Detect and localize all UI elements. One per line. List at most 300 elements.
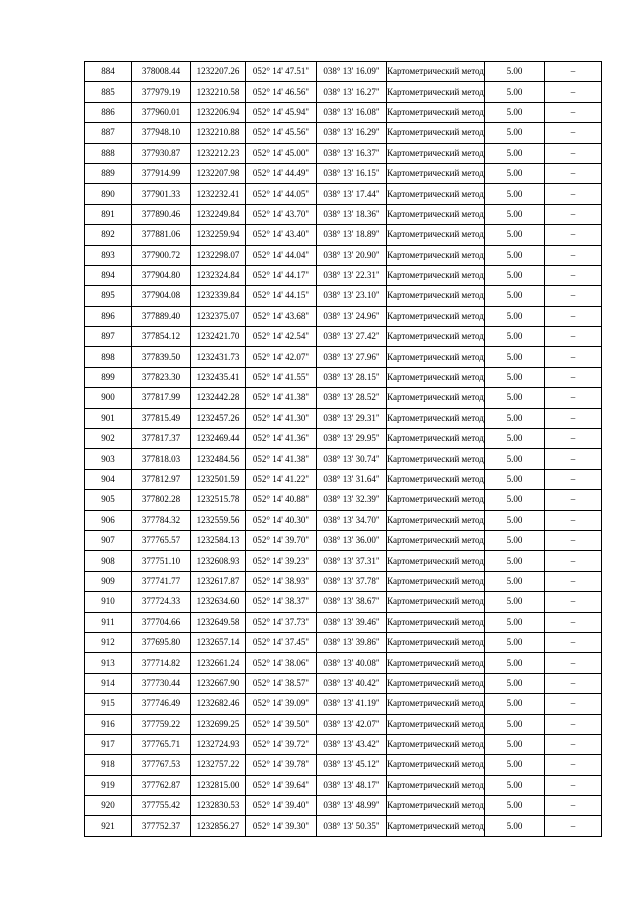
note-cell: – xyxy=(545,755,602,775)
point-number-cell: 894 xyxy=(85,265,132,285)
note-cell: – xyxy=(545,530,602,550)
x-coordinate-cell: 377759.22 xyxy=(132,714,191,734)
note-cell: – xyxy=(545,551,602,571)
latitude-cell: 052° 14' 40.30" xyxy=(246,510,317,530)
longitude-cell: 038° 13' 17.44" xyxy=(317,184,387,204)
accuracy-cell: 5.00 xyxy=(485,530,545,550)
latitude-cell: 052° 14' 46.56" xyxy=(246,82,317,102)
x-coordinate-cell: 377839.50 xyxy=(132,347,191,367)
accuracy-cell: 5.00 xyxy=(485,367,545,387)
table-row xyxy=(85,286,602,306)
y-coordinate-cell: 1232634.60 xyxy=(191,592,246,612)
latitude-cell: 052° 14' 45.00" xyxy=(246,143,317,163)
note-cell: – xyxy=(545,490,602,510)
latitude-cell: 052° 14' 39.09" xyxy=(246,694,317,714)
accuracy-cell: 5.00 xyxy=(485,775,545,795)
table-row xyxy=(85,612,602,632)
accuracy-cell: 5.00 xyxy=(485,571,545,591)
point-number-cell: 891 xyxy=(85,204,132,224)
table-row xyxy=(85,734,602,754)
x-coordinate-cell: 377802.28 xyxy=(132,490,191,510)
point-number-cell: 900 xyxy=(85,388,132,408)
latitude-cell: 052° 14' 39.78" xyxy=(246,755,317,775)
accuracy-cell: 5.00 xyxy=(485,388,545,408)
latitude-cell: 052° 14' 39.72" xyxy=(246,734,317,754)
longitude-cell: 038° 13' 22.31" xyxy=(317,265,387,285)
y-coordinate-cell: 1232584.13 xyxy=(191,530,246,550)
x-coordinate-cell: 377817.37 xyxy=(132,429,191,449)
method-cell: Картометрический метод xyxy=(387,143,485,163)
note-cell: – xyxy=(545,306,602,326)
x-coordinate-cell: 377815.49 xyxy=(132,408,191,428)
note-cell: – xyxy=(545,408,602,428)
longitude-cell: 038° 13' 18.89" xyxy=(317,225,387,245)
note-cell: – xyxy=(545,82,602,102)
longitude-cell: 038° 13' 16.27" xyxy=(317,82,387,102)
accuracy-cell: 5.00 xyxy=(485,816,545,836)
x-coordinate-cell: 377784.32 xyxy=(132,510,191,530)
y-coordinate-cell: 1232207.98 xyxy=(191,163,246,183)
accuracy-cell: 5.00 xyxy=(485,82,545,102)
point-number-cell: 901 xyxy=(85,408,132,428)
x-coordinate-cell: 377695.80 xyxy=(132,632,191,652)
x-coordinate-cell: 377948.10 xyxy=(132,123,191,143)
latitude-cell: 052° 14' 43.70" xyxy=(246,204,317,224)
y-coordinate-cell: 1232724.93 xyxy=(191,734,246,754)
y-coordinate-cell: 1232442.28 xyxy=(191,388,246,408)
accuracy-cell: 5.00 xyxy=(485,592,545,612)
point-number-cell: 897 xyxy=(85,327,132,347)
point-number-cell: 886 xyxy=(85,102,132,122)
latitude-cell: 052° 14' 39.64" xyxy=(246,775,317,795)
latitude-cell: 052° 14' 44.15" xyxy=(246,286,317,306)
method-cell: Картометрический метод xyxy=(387,367,485,387)
y-coordinate-cell: 1232830.53 xyxy=(191,796,246,816)
accuracy-cell: 5.00 xyxy=(485,714,545,734)
point-number-cell: 918 xyxy=(85,755,132,775)
method-cell: Картометрический метод xyxy=(387,796,485,816)
point-number-cell: 919 xyxy=(85,775,132,795)
table-row xyxy=(85,367,602,387)
x-coordinate-cell: 377730.44 xyxy=(132,673,191,693)
latitude-cell: 052° 14' 39.30" xyxy=(246,816,317,836)
point-number-cell: 917 xyxy=(85,734,132,754)
note-cell: – xyxy=(545,225,602,245)
point-number-cell: 884 xyxy=(85,62,132,82)
method-cell: Картометрический метод xyxy=(387,265,485,285)
latitude-cell: 052° 14' 47.51" xyxy=(246,62,317,82)
latitude-cell: 052° 14' 38.06" xyxy=(246,653,317,673)
table-row xyxy=(85,327,602,347)
latitude-cell: 052° 14' 41.38" xyxy=(246,449,317,469)
longitude-cell: 038° 13' 23.10" xyxy=(317,286,387,306)
note-cell: – xyxy=(545,102,602,122)
x-coordinate-cell: 377823.30 xyxy=(132,367,191,387)
table-row xyxy=(85,755,602,775)
point-number-cell: 908 xyxy=(85,551,132,571)
accuracy-cell: 5.00 xyxy=(485,286,545,306)
point-number-cell: 899 xyxy=(85,367,132,387)
y-coordinate-cell: 1232232.41 xyxy=(191,184,246,204)
table-row xyxy=(85,184,602,204)
table-row xyxy=(85,694,602,714)
longitude-cell: 038° 13' 43.42" xyxy=(317,734,387,754)
x-coordinate-cell: 377704.66 xyxy=(132,612,191,632)
method-cell: Картометрический метод xyxy=(387,734,485,754)
longitude-cell: 038° 13' 27.96" xyxy=(317,347,387,367)
note-cell: – xyxy=(545,62,602,82)
y-coordinate-cell: 1232667.90 xyxy=(191,673,246,693)
point-number-cell: 914 xyxy=(85,673,132,693)
point-number-cell: 888 xyxy=(85,143,132,163)
point-number-cell: 916 xyxy=(85,714,132,734)
table-row xyxy=(85,469,602,489)
accuracy-cell: 5.00 xyxy=(485,469,545,489)
accuracy-cell: 5.00 xyxy=(485,143,545,163)
table-row xyxy=(85,388,602,408)
method-cell: Картометрический метод xyxy=(387,612,485,632)
longitude-cell: 038° 13' 16.37" xyxy=(317,143,387,163)
y-coordinate-cell: 1232661.24 xyxy=(191,653,246,673)
longitude-cell: 038° 13' 42.07" xyxy=(317,714,387,734)
method-cell: Картометрический метод xyxy=(387,632,485,652)
method-cell: Картометрический метод xyxy=(387,429,485,449)
method-cell: Картометрический метод xyxy=(387,469,485,489)
latitude-cell: 052° 14' 37.45" xyxy=(246,632,317,652)
longitude-cell: 038° 13' 24.96" xyxy=(317,306,387,326)
accuracy-cell: 5.00 xyxy=(485,490,545,510)
note-cell: – xyxy=(545,204,602,224)
latitude-cell: 052° 14' 41.38" xyxy=(246,388,317,408)
method-cell: Картометрический метод xyxy=(387,653,485,673)
y-coordinate-cell: 1232699.25 xyxy=(191,714,246,734)
y-coordinate-cell: 1232649.58 xyxy=(191,612,246,632)
y-coordinate-cell: 1232682.46 xyxy=(191,694,246,714)
x-coordinate-cell: 377881.06 xyxy=(132,225,191,245)
point-number-cell: 906 xyxy=(85,510,132,530)
accuracy-cell: 5.00 xyxy=(485,225,545,245)
y-coordinate-cell: 1232608.93 xyxy=(191,551,246,571)
y-coordinate-cell: 1232206.94 xyxy=(191,102,246,122)
note-cell: – xyxy=(545,714,602,734)
table-row xyxy=(85,530,602,550)
y-coordinate-cell: 1232657.14 xyxy=(191,632,246,652)
longitude-cell: 038° 13' 50.35" xyxy=(317,816,387,836)
y-coordinate-cell: 1232212.23 xyxy=(191,143,246,163)
note-cell: – xyxy=(545,449,602,469)
longitude-cell: 038° 13' 18.36" xyxy=(317,204,387,224)
accuracy-cell: 5.00 xyxy=(485,551,545,571)
longitude-cell: 038° 13' 36.00" xyxy=(317,530,387,550)
latitude-cell: 052° 14' 39.23" xyxy=(246,551,317,571)
point-number-cell: 885 xyxy=(85,82,132,102)
x-coordinate-cell: 377812.97 xyxy=(132,469,191,489)
y-coordinate-cell: 1232249.84 xyxy=(191,204,246,224)
x-coordinate-cell: 377752.37 xyxy=(132,816,191,836)
note-cell: – xyxy=(545,673,602,693)
accuracy-cell: 5.00 xyxy=(485,449,545,469)
point-number-cell: 912 xyxy=(85,632,132,652)
note-cell: – xyxy=(545,245,602,265)
note-cell: – xyxy=(545,286,602,306)
point-number-cell: 905 xyxy=(85,490,132,510)
accuracy-cell: 5.00 xyxy=(485,612,545,632)
y-coordinate-cell: 1232815.00 xyxy=(191,775,246,795)
table-row xyxy=(85,775,602,795)
y-coordinate-cell: 1232259.94 xyxy=(191,225,246,245)
accuracy-cell: 5.00 xyxy=(485,327,545,347)
x-coordinate-cell: 377724.33 xyxy=(132,592,191,612)
note-cell: – xyxy=(545,429,602,449)
method-cell: Картометрический метод xyxy=(387,327,485,347)
longitude-cell: 038° 13' 28.52" xyxy=(317,388,387,408)
x-coordinate-cell: 377746.49 xyxy=(132,694,191,714)
longitude-cell: 038° 13' 30.74" xyxy=(317,449,387,469)
point-number-cell: 898 xyxy=(85,347,132,367)
method-cell: Картометрический метод xyxy=(387,102,485,122)
table-row xyxy=(85,62,602,82)
accuracy-cell: 5.00 xyxy=(485,694,545,714)
table-row xyxy=(85,796,602,816)
longitude-cell: 038° 13' 41.19" xyxy=(317,694,387,714)
note-cell: – xyxy=(545,510,602,530)
method-cell: Картометрический метод xyxy=(387,163,485,183)
accuracy-cell: 5.00 xyxy=(485,510,545,530)
method-cell: Картометрический метод xyxy=(387,82,485,102)
point-number-cell: 890 xyxy=(85,184,132,204)
note-cell: – xyxy=(545,123,602,143)
y-coordinate-cell: 1232207.26 xyxy=(191,62,246,82)
table-row xyxy=(85,592,602,612)
method-cell: Картометрический метод xyxy=(387,530,485,550)
latitude-cell: 052° 14' 41.22" xyxy=(246,469,317,489)
accuracy-cell: 5.00 xyxy=(485,265,545,285)
x-coordinate-cell: 377741.77 xyxy=(132,571,191,591)
accuracy-cell: 5.00 xyxy=(485,632,545,652)
table-row xyxy=(85,408,602,428)
method-cell: Картометрический метод xyxy=(387,694,485,714)
x-coordinate-cell: 377765.57 xyxy=(132,530,191,550)
latitude-cell: 052° 14' 44.05" xyxy=(246,184,317,204)
accuracy-cell: 5.00 xyxy=(485,734,545,754)
x-coordinate-cell: 377904.80 xyxy=(132,265,191,285)
latitude-cell: 052° 14' 38.57" xyxy=(246,673,317,693)
latitude-cell: 052° 14' 41.36" xyxy=(246,429,317,449)
x-coordinate-cell: 377914.99 xyxy=(132,163,191,183)
point-number-cell: 887 xyxy=(85,123,132,143)
table-row xyxy=(85,429,602,449)
y-coordinate-cell: 1232431.73 xyxy=(191,347,246,367)
latitude-cell: 052° 14' 42.54" xyxy=(246,327,317,347)
method-cell: Картометрический метод xyxy=(387,449,485,469)
latitude-cell: 052° 14' 37.73" xyxy=(246,612,317,632)
x-coordinate-cell: 377889.40 xyxy=(132,306,191,326)
longitude-cell: 038° 13' 40.08" xyxy=(317,653,387,673)
longitude-cell: 038° 13' 39.46" xyxy=(317,612,387,632)
note-cell: – xyxy=(545,796,602,816)
y-coordinate-cell: 1232435.41 xyxy=(191,367,246,387)
longitude-cell: 038° 13' 29.31" xyxy=(317,408,387,428)
longitude-cell: 038° 13' 29.95" xyxy=(317,429,387,449)
y-coordinate-cell: 1232375.07 xyxy=(191,306,246,326)
x-coordinate-cell: 377854.12 xyxy=(132,327,191,347)
longitude-cell: 038° 13' 39.86" xyxy=(317,632,387,652)
accuracy-cell: 5.00 xyxy=(485,653,545,673)
y-coordinate-cell: 1232339.84 xyxy=(191,286,246,306)
method-cell: Картометрический метод xyxy=(387,245,485,265)
longitude-cell: 038° 13' 32.39" xyxy=(317,490,387,510)
point-number-cell: 907 xyxy=(85,530,132,550)
y-coordinate-cell: 1232501.59 xyxy=(191,469,246,489)
longitude-cell: 038° 13' 31.64" xyxy=(317,469,387,489)
x-coordinate-cell: 377960.01 xyxy=(132,102,191,122)
table-row xyxy=(85,245,602,265)
note-cell: – xyxy=(545,367,602,387)
y-coordinate-cell: 1232856.27 xyxy=(191,816,246,836)
accuracy-cell: 5.00 xyxy=(485,102,545,122)
latitude-cell: 052° 14' 45.56" xyxy=(246,123,317,143)
coordinates-table xyxy=(84,61,602,837)
longitude-cell: 038° 13' 37.78" xyxy=(317,571,387,591)
method-cell: Картометрический метод xyxy=(387,388,485,408)
latitude-cell: 052° 14' 39.70" xyxy=(246,530,317,550)
longitude-cell: 038° 13' 16.08" xyxy=(317,102,387,122)
accuracy-cell: 5.00 xyxy=(485,123,545,143)
point-number-cell: 892 xyxy=(85,225,132,245)
table-row xyxy=(85,123,602,143)
latitude-cell: 052° 14' 44.17" xyxy=(246,265,317,285)
y-coordinate-cell: 1232617.87 xyxy=(191,571,246,591)
table-row xyxy=(85,653,602,673)
method-cell: Картометрический метод xyxy=(387,286,485,306)
note-cell: – xyxy=(545,347,602,367)
note-cell: – xyxy=(545,388,602,408)
accuracy-cell: 5.00 xyxy=(485,408,545,428)
table-row xyxy=(85,571,602,591)
point-number-cell: 911 xyxy=(85,612,132,632)
x-coordinate-cell: 377930.87 xyxy=(132,143,191,163)
y-coordinate-cell: 1232210.88 xyxy=(191,123,246,143)
method-cell: Картометрический метод xyxy=(387,408,485,428)
x-coordinate-cell: 377765.71 xyxy=(132,734,191,754)
longitude-cell: 038° 13' 16.09" xyxy=(317,62,387,82)
note-cell: – xyxy=(545,816,602,836)
method-cell: Картометрический метод xyxy=(387,673,485,693)
method-cell: Картометрический метод xyxy=(387,510,485,530)
point-number-cell: 910 xyxy=(85,592,132,612)
x-coordinate-cell: 377900.72 xyxy=(132,245,191,265)
point-number-cell: 913 xyxy=(85,653,132,673)
table-row xyxy=(85,225,602,245)
y-coordinate-cell: 1232757.22 xyxy=(191,755,246,775)
x-coordinate-cell: 377762.87 xyxy=(132,775,191,795)
table-row xyxy=(85,265,602,285)
point-number-cell: 904 xyxy=(85,469,132,489)
method-cell: Картометрический метод xyxy=(387,775,485,795)
latitude-cell: 052° 14' 39.40" xyxy=(246,796,317,816)
latitude-cell: 052° 14' 44.49" xyxy=(246,163,317,183)
accuracy-cell: 5.00 xyxy=(485,163,545,183)
x-coordinate-cell: 377751.10 xyxy=(132,551,191,571)
method-cell: Картометрический метод xyxy=(387,306,485,326)
note-cell: – xyxy=(545,632,602,652)
method-cell: Картометрический метод xyxy=(387,184,485,204)
x-coordinate-cell: 377818.03 xyxy=(132,449,191,469)
table-row xyxy=(85,449,602,469)
accuracy-cell: 5.00 xyxy=(485,62,545,82)
note-cell: – xyxy=(545,163,602,183)
y-coordinate-cell: 1232559.56 xyxy=(191,510,246,530)
point-number-cell: 915 xyxy=(85,694,132,714)
table-row xyxy=(85,490,602,510)
accuracy-cell: 5.00 xyxy=(485,755,545,775)
method-cell: Картометрический метод xyxy=(387,592,485,612)
table-row xyxy=(85,204,602,224)
point-number-cell: 889 xyxy=(85,163,132,183)
latitude-cell: 052° 14' 45.94" xyxy=(246,102,317,122)
method-cell: Картометрический метод xyxy=(387,62,485,82)
point-number-cell: 921 xyxy=(85,816,132,836)
x-coordinate-cell: 377817.99 xyxy=(132,388,191,408)
y-coordinate-cell: 1232421.70 xyxy=(191,327,246,347)
table-row xyxy=(85,510,602,530)
note-cell: – xyxy=(545,694,602,714)
note-cell: – xyxy=(545,775,602,795)
note-cell: – xyxy=(545,184,602,204)
longitude-cell: 038° 13' 16.29" xyxy=(317,123,387,143)
point-number-cell: 920 xyxy=(85,796,132,816)
note-cell: – xyxy=(545,327,602,347)
y-coordinate-cell: 1232210.58 xyxy=(191,82,246,102)
longitude-cell: 038° 13' 28.15" xyxy=(317,367,387,387)
latitude-cell: 052° 14' 40.88" xyxy=(246,490,317,510)
table-row xyxy=(85,632,602,652)
table-row xyxy=(85,163,602,183)
longitude-cell: 038° 13' 38.67" xyxy=(317,592,387,612)
latitude-cell: 052° 14' 44.04" xyxy=(246,245,317,265)
table-body xyxy=(85,62,602,837)
note-cell: – xyxy=(545,653,602,673)
latitude-cell: 052° 14' 41.30" xyxy=(246,408,317,428)
longitude-cell: 038° 13' 16.15" xyxy=(317,163,387,183)
method-cell: Картометрический метод xyxy=(387,755,485,775)
method-cell: Картометрический метод xyxy=(387,123,485,143)
y-coordinate-cell: 1232469.44 xyxy=(191,429,246,449)
point-number-cell: 909 xyxy=(85,571,132,591)
note-cell: – xyxy=(545,592,602,612)
y-coordinate-cell: 1232515.78 xyxy=(191,490,246,510)
longitude-cell: 038° 13' 34.70" xyxy=(317,510,387,530)
note-cell: – xyxy=(545,265,602,285)
x-coordinate-cell: 377904.08 xyxy=(132,286,191,306)
latitude-cell: 052° 14' 42.07" xyxy=(246,347,317,367)
method-cell: Картометрический метод xyxy=(387,225,485,245)
latitude-cell: 052° 14' 38.37" xyxy=(246,592,317,612)
longitude-cell: 038° 13' 40.42" xyxy=(317,673,387,693)
table-row xyxy=(85,306,602,326)
x-coordinate-cell: 377890.46 xyxy=(132,204,191,224)
accuracy-cell: 5.00 xyxy=(485,673,545,693)
y-coordinate-cell: 1232324.84 xyxy=(191,265,246,285)
longitude-cell: 038° 13' 27.42" xyxy=(317,327,387,347)
y-coordinate-cell: 1232484.56 xyxy=(191,449,246,469)
method-cell: Картометрический метод xyxy=(387,551,485,571)
note-cell: – xyxy=(545,734,602,754)
x-coordinate-cell: 377901.33 xyxy=(132,184,191,204)
note-cell: – xyxy=(545,571,602,591)
latitude-cell: 052° 14' 43.68" xyxy=(246,306,317,326)
note-cell: – xyxy=(545,143,602,163)
